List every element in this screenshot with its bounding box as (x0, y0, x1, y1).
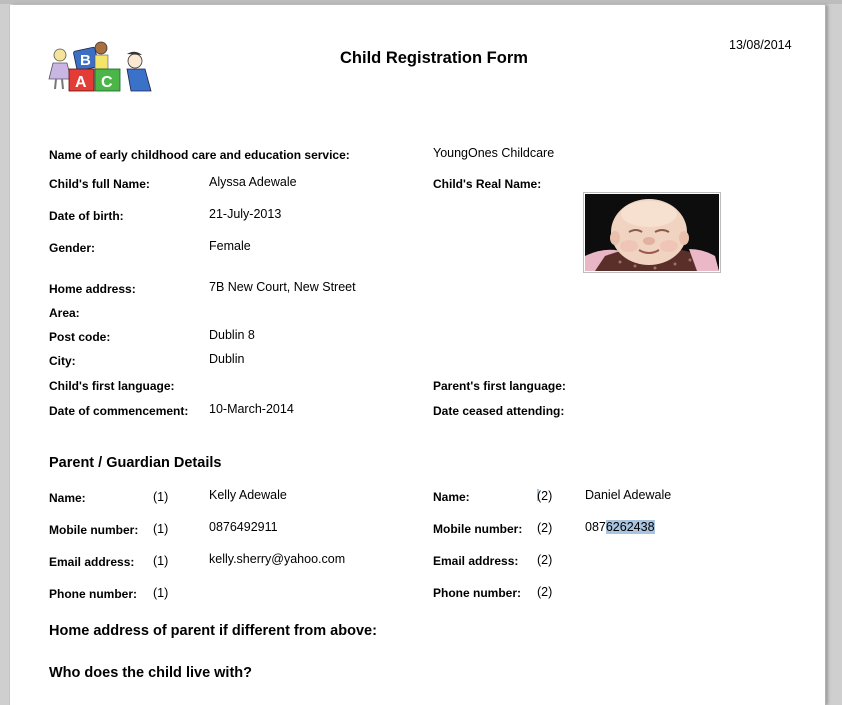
baby-photo-icon (585, 194, 719, 271)
parent2-email-label: Email address: (433, 554, 519, 568)
form-title: Child Registration Form (340, 49, 528, 67)
ceased-label: Date ceased attending: (433, 404, 565, 418)
parent-language-label: Parent's first language: (433, 379, 566, 393)
service-value: YoungOnes Childcare (433, 146, 555, 160)
parent2-phone-label: Phone number: (433, 586, 522, 600)
dob-label: Date of birth: (49, 209, 124, 223)
parent1-phone-label: Phone number: (49, 587, 138, 601)
parent2-name-label: Name: (433, 490, 470, 504)
service-label: Name of early childhood care and education service: (49, 148, 350, 162)
viewer-top-edge (0, 0, 842, 4)
parent2-index (537, 489, 552, 503)
city-label: City: (49, 354, 76, 368)
child-full-name-value: Alyssa Adewale (209, 175, 297, 189)
parent1-index: (1) (153, 490, 169, 504)
child-photo (583, 192, 721, 273)
parent2-name-value: Daniel Adewale (585, 488, 672, 502)
child-full-name-label: Child's full Name: (49, 177, 150, 191)
gender-label: Gender: (49, 241, 96, 255)
parent2-mobile-value (585, 520, 655, 534)
parent1-email-index: (1) (153, 554, 169, 568)
svg-text:B: B (80, 52, 91, 69)
home-address-value: 7B New Court, New Street (209, 280, 356, 294)
child-real-name-label: Child's Real Name: (433, 177, 542, 191)
parent1-name-value: Kelly Adewale (209, 488, 287, 502)
parent2-mobile-index: (2) (537, 521, 553, 535)
lives-with-heading: Who does the child live with? (49, 665, 253, 681)
commencement-label: Date of commencement: (49, 404, 189, 418)
form-date: 13/08/2014 (729, 38, 792, 52)
city-value: Dublin (209, 352, 245, 366)
parent2-phone-index: (2) (537, 585, 553, 599)
guardian-section-heading: Parent / Guardian Details (49, 455, 222, 471)
document-page (10, 5, 825, 705)
post-code-label: Post code: (49, 330, 111, 344)
child-language-label: Child's first language: (49, 379, 175, 393)
area-label: Area: (49, 306, 80, 320)
parent2-index-text: (2) (537, 489, 553, 503)
parent2-email-index: (2) (537, 553, 553, 567)
parent1-email-label: Email address: (49, 555, 135, 569)
parent2-mobile-prefix: 087 (585, 520, 606, 534)
dob-value: 21-July-2013 (209, 207, 282, 221)
parent-address-heading: Home address of parent if different from above: (49, 623, 377, 639)
parent1-phone-index: (1) (153, 586, 169, 600)
parent2-mobile-label: Mobile number: (433, 522, 523, 536)
post-code-value: Dublin 8 (209, 328, 255, 342)
parent1-mobile-index: (1) (153, 522, 169, 536)
parent1-name-label: Name: (49, 491, 86, 505)
abc-blocks-logo-icon (47, 39, 163, 97)
commencement-value: 10-March-2014 (209, 402, 294, 416)
parent2-mobile-selected-text[interactable]: 6262438 (605, 520, 655, 534)
parent1-mobile-value: 0876492911 (209, 520, 278, 534)
svg-text:C: C (101, 74, 113, 91)
parent1-mobile-label: Mobile number: (49, 523, 139, 537)
svg-text:A: A (75, 74, 87, 91)
gender-value: Female (209, 239, 251, 253)
home-address-label: Home address: (49, 282, 136, 296)
parent1-email-value: kelly.sherry@yahoo.com (209, 552, 346, 566)
